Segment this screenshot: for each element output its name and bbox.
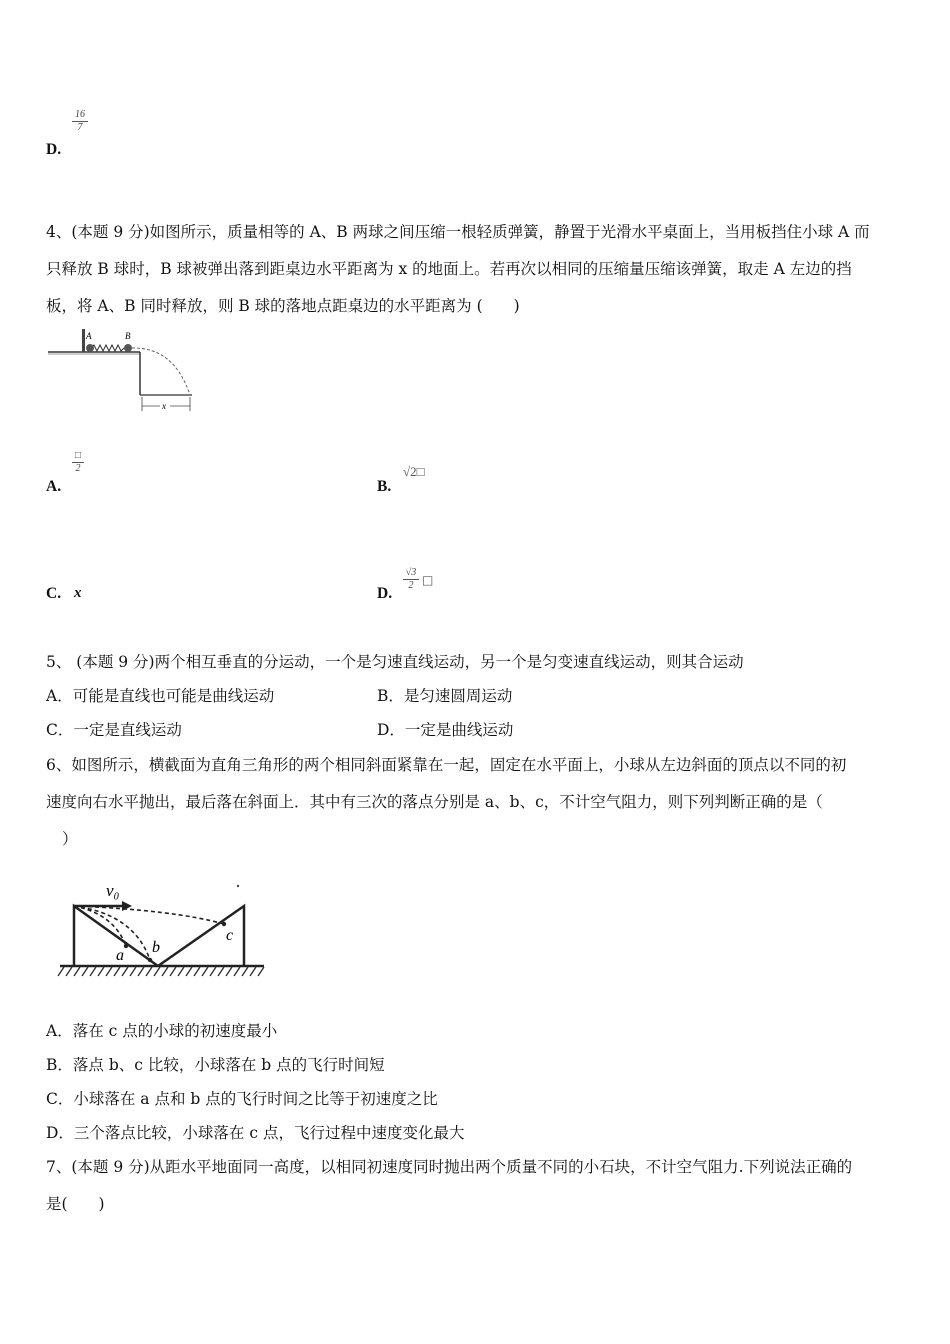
q6-figure-label-b: b [152,939,160,956]
fraction-numerator: √3 [405,567,417,578]
q6-figure-label-v0: v₀ [106,881,120,900]
q6-inclined-planes-figure [54,870,270,982]
q4-figure-label-x: x [162,401,166,411]
q5-option-d: D．一定是曲线运动 [377,721,514,739]
q4-option-c-label: C. [46,585,62,602]
q6-option-a: A．落在 c 点的小球的初速度最小 [46,1022,278,1040]
q6-figure-label-c: c [226,927,234,944]
q6-figure-label-a: a [116,947,124,964]
q5-option-c: C．一定是直线运动 [46,721,182,739]
q4-option-d-tail: □ [422,573,434,587]
q4-option-d-label: D. [377,585,393,602]
fraction-numerator: 16 [75,109,85,120]
q4-option-b-value: √2□ [403,464,425,479]
q4-figure-label-b: B [125,331,131,341]
q6-option-b: B．落点 b、c 比较，小球落在 b 点的飞行时间短 [46,1056,385,1074]
q4-option-a-fraction [72,451,84,474]
q4-stem-line-3: 板，将 A、B 同时释放，则 B 球的落地点距桌边的水平距离为 ( ) [46,297,520,315]
q4-figure-label-a: A [86,331,92,341]
q4-spring-table-figure [44,325,204,415]
q4-stem-line-1: 4、(本题 9 分)如图所示，质量相等的 A、B 两球之间压缩一根轻质弹簧，静置于光滑水平桌面上，当用板挡住小球 A 而 [46,223,870,241]
q6-option-d: D．三个落点比较，小球落在 c 点，飞行过程中速度变化最大 [46,1124,465,1142]
q6-option-c: C．小球落在 a 点和 b 点的飞行时间之比等于初速度之比 [46,1090,438,1108]
q7-stem-line-2: 是( ) [46,1195,105,1213]
fraction-denominator: 2 [75,463,81,474]
q4-option-d-fraction [403,568,419,591]
q4-option-c-value: x [74,585,82,601]
q6-stem-line-3: ） [62,830,78,848]
q4-option-a-label: A. [46,478,62,495]
q4-option-b-label: B. [377,478,392,495]
fraction-denominator: 2 [408,580,414,591]
q5-option-b: B．是匀速圆周运动 [377,687,513,705]
q6-stem-line-2: 速度向右水平抛出，最后落在斜面上．其中有三次的落点分别是 a、b、c，不计空气阻力，则下列判断正确的是（ [46,793,823,811]
q7-stem-line-1: 7、(本题 9 分)从距水平地面同一高度，以相同初速度同时抛出两个质量不同的小石块，不计空气阻力.下列说法正确的 [46,1158,853,1176]
fraction-denominator: 7 [77,122,83,133]
q3-option-d-label: D. [46,141,62,158]
fraction-numerator: □ [74,450,82,461]
q6-stem-line-1: 6、如图所示，横截面为直角三角形的两个相同斜面紧靠在一起，固定在水平面上，小球从左边斜面的顶点以不同的初 [46,756,847,774]
q5-option-a: A．可能是直线也可能是曲线运动 [46,687,275,705]
q3-option-d-fraction [72,110,88,133]
q4-stem-line-2: 只释放 B 球时，B 球被弹出落到距桌边水平距离为 x 的地面上。若再次以相同的压缩量压缩该弹簧，取走 A 左边的挡 [46,260,852,278]
q5-stem: 5、 (本题 9 分)两个相互垂直的分运动，一个是匀速直线运动，另一个是匀变速直线运动，则其合运动 [46,653,744,671]
